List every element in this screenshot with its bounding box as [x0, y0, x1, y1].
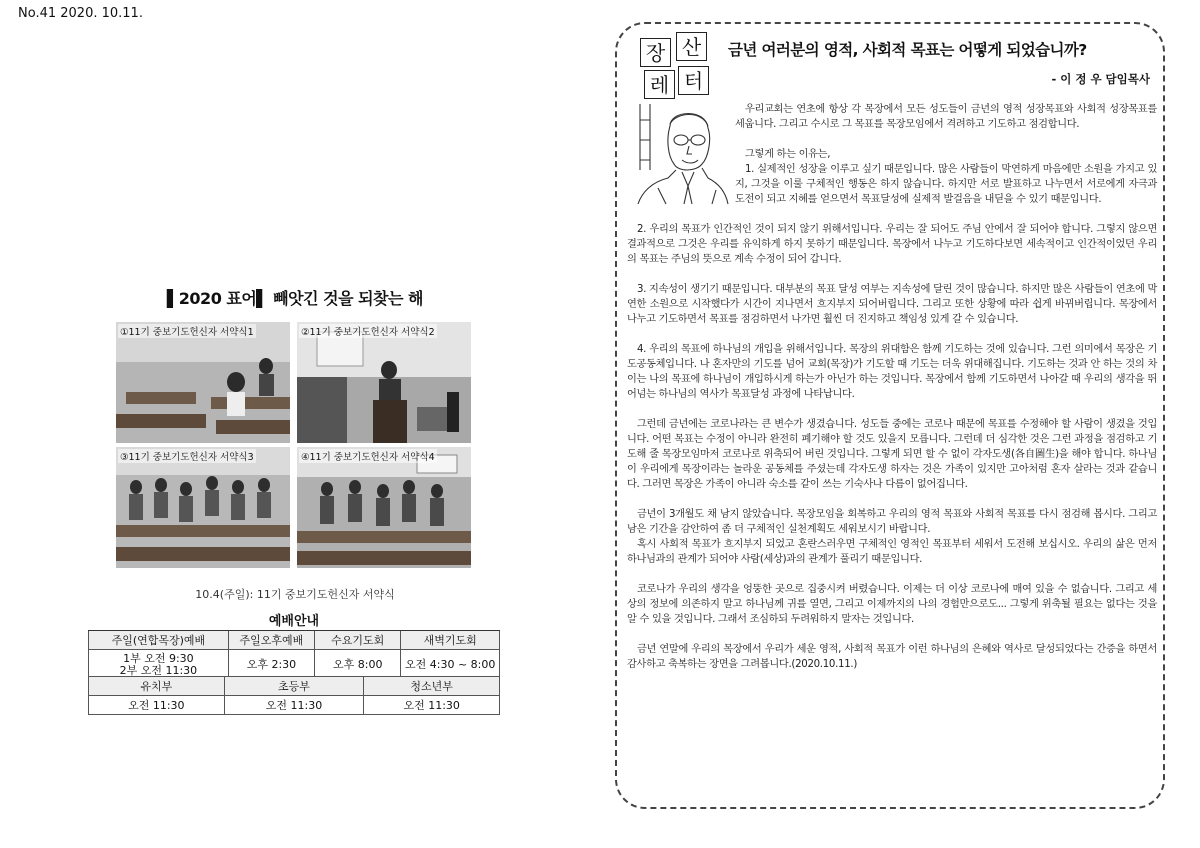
photo-4	[297, 447, 471, 568]
photo-3	[116, 447, 290, 568]
church-photo-image	[116, 322, 290, 443]
worship-time-sunday-first: 1부 오전 9:30	[123, 652, 194, 665]
article-paragraph: 코로나가 우리의 생각을 엉뚱한 곳으로 집중시켜 버렸습니다. 이제는 더 이상 코로나에 매여 있을 수 없습니다. 그리고 세상의 정보에 의존하지 말고 하나님께 귀를 열면, 그리고 이제까지의 나의 경험만으로도... 그렇게 위축될 필요는 없다는 것을 알 수 있을 것입니다. 그래서 조심하되 두려워하지 말자는 것입니다.	[627, 584, 1157, 625]
photo-4-caption: ④11기 중보기도헌신자 서약식4	[299, 449, 437, 463]
logo-char: 장	[640, 38, 671, 67]
worship-title: 예배안내	[89, 609, 500, 631]
dept-time-elementary: 오전 11:30	[224, 696, 364, 715]
column-logo	[640, 35, 710, 100]
article-paragraph: 혹시 사회적 목표가 흐지부지 되었고 혼란스러우면 구체적인 영적인 목표부터 세워서 도전해 보십시오. 우리의 삶은 먼저 하나님과의 관계가 되어야 사람(세상)과의 관계가 풀리기 때문입니다.	[627, 539, 1157, 565]
article-paragraph: 4. 우리의 목표에 하나님의 개입을 위해서입니다. 목장의 위대함은 함께 기도하는 것에 있습니다. 그런 의미에서 목장은 기도공동체입니다. 나 혼자만의 기도를 넘어 교회(목장)가 기도할 때 기도는 더욱 위대해집니다. 기도하는 것과 안 하는 것의 차이는 나의 목표에 하나님이 개입하시게 하는가 아닌가 하는 것입니다. 목장에서 함께 기도하면서 나아갈 때 우리의 생각을 뛰어넘는 하나님의 역사가 목표달성 과정에 나타납니다.	[627, 344, 1157, 400]
logo-char: 레	[644, 70, 675, 99]
church-photo-image	[297, 322, 471, 443]
photo-grid	[116, 322, 471, 568]
worship-time-sunday-afternoon: 오후 2:30	[228, 650, 314, 681]
dept-header-kindergarten: 유치부	[89, 677, 225, 696]
article-paragraph: 3. 지속성이 생기기 때문입니다. 대부분의 목표 달성 여부는 지속성에 달린 것이 많습니다. 하지만 많은 사람들이 연초에 막연한 소원으로 시작했다가 시간이 지나면서 흐지부지 되어버립니다. 그리고 또한 상황에 따라 쉽게 바뀌버립니다. 목장에서 나누고 기도하면서 목표를 점검하면서 나가면 훨씬 더 진지하고 책임성 있게 갈 수 있습니다.	[627, 284, 1157, 325]
article-paragraph: 우리교회는 연초에 항상 각 목장에서 모든 성도들이 금년의 영적 성장목표와 사회적 성장목표를 세웁니다. 그리고 수시로 그 목표를 목장모임에서 격려하고 기도하고 점검합니다.	[735, 104, 1157, 130]
department-schedule-table	[88, 676, 500, 715]
motto-heading: ▌2020 표어▌ 빼앗긴 것을 되찾는 해	[166, 289, 423, 308]
photo-1-caption: ①11기 중보기도헌신자 서약식1	[118, 324, 256, 338]
photo-caption: 10.4(주일): 11기 중보기도헌신자 서약식	[195, 588, 395, 601]
dept-header-elementary: 초등부	[224, 677, 364, 696]
issue-number: No.41 2020. 10.11.	[18, 6, 143, 21]
worship-header-sunday-afternoon: 주일오후예배	[228, 631, 314, 650]
dept-time-kindergarten: 오전 11:30	[89, 696, 225, 715]
article-body	[627, 102, 1157, 687]
article-paragraph: 그렇게 하는 이유는,	[745, 149, 831, 160]
photo-3-caption: ③11기 중보기도헌신자 서약식3	[118, 449, 256, 463]
portrait-spacer	[627, 102, 735, 222]
article-paragraph: 금년이 3개월도 채 남지 않았습니다. 목장모임을 회복하고 우리의 영적 목표와 사회적 목표를 다시 점검해 봅시다. 그리고 남은 기간을 감안하여 좀 더 구체적인 실천계획도 세워보시기 바랍니다.	[627, 509, 1157, 535]
worship-schedule-table	[88, 609, 500, 681]
article-paragraph: 그런데 금년에는 코로나라는 큰 변수가 생겼습니다. 성도들 중에는 코로나 때문에 목표를 수정해야 할 사람이 생겼을 것입니다. 어떤 목표는 수정이 아니라 완전히 폐기해야 할 것도 있을지 모릅니다. 그런데 더 심각한 것은 그런 과정을 점검하고 기도해 줄 목장모임마저 코로나로 위축되어 버린 것입니다. 그렇게 되면 할 수 없이 각자도생(各自圖生)을 해야 합니다. 하나님이 우리에게 목장이라는 놀라운 공동체를 주셨는데 각자도생 하자는 것은 가족이 있지만 고아처럼 혼자 살라는 것과 같습니다. 그러면 목장은 가족이 아니라 숙소를 같이 쓰는 기숙사나 다름이 없어집니다.	[627, 419, 1157, 490]
article-paragraph: 2. 우리의 목표가 인간적인 것이 되지 않기 위해서입니다. 우리는 잘 되어도 주님 안에서 잘 되어야 합니다. 그렇지 않으면 결과적으로 그것은 우리를 유익하게 하지 못하기 때문입니다. 목장에서 나누고 기도하다보면 세속적이고 인간적이었던 우리의 목표는 주님의 뜻으로 계속 수정이 되어 갑니다.	[627, 224, 1157, 265]
article-title: 금년 여러분의 영적, 사회적 목표는 어떻게 되었습니까?	[728, 41, 1087, 59]
article-author: - 이 정 우 담임목사	[1051, 72, 1150, 86]
worship-header-wednesday: 수요기도회	[315, 631, 401, 650]
photo-2-caption: ②11기 중보기도헌신자 서약식2	[299, 324, 437, 338]
worship-header-sunday: 주일(연합목장)예배	[89, 631, 229, 650]
logo-char: 산	[676, 32, 707, 61]
church-photo-image	[297, 447, 471, 568]
dept-time-youth: 오전 11:30	[364, 696, 500, 715]
article-paragraph: 금년 연말에 우리의 목장에서 우리가 세운 영적, 사회적 목표가 이런 하나님의 은혜와 역사로 달성되었다는 간증을 하면서 감사하고 축복하는 장면을 그려봅니다.(2020.10.11.)	[627, 644, 1157, 670]
article-paragraph: 1. 실제적인 성장을 이루고 싶기 때문입니다. 많은 사람들이 막연하게 마음에만 소원을 가지고 있지, 그것을 이룰 구체적인 행동은 하지 않습니다. 하지만 서로 발표하고 나누면서 서로에게 자극과 도전이 되고 지혜를 얻으면서 목표달성에 실제적 발걸음을 내딛을 수 있기 때문입니다.	[735, 164, 1157, 205]
photo-1	[116, 322, 290, 443]
worship-header-dawn: 새벽기도회	[401, 631, 500, 650]
worship-time-dawn: 오전 4:30 ~ 8:00	[401, 650, 500, 681]
dept-header-youth: 청소년부	[364, 677, 500, 696]
worship-time-sunday-second: 2부 오전 11:30	[119, 664, 198, 677]
photo-2	[297, 322, 471, 443]
logo-char: 터	[678, 66, 709, 95]
church-photo-image	[116, 447, 290, 568]
worship-time-wednesday: 오후 8:00	[315, 650, 401, 681]
